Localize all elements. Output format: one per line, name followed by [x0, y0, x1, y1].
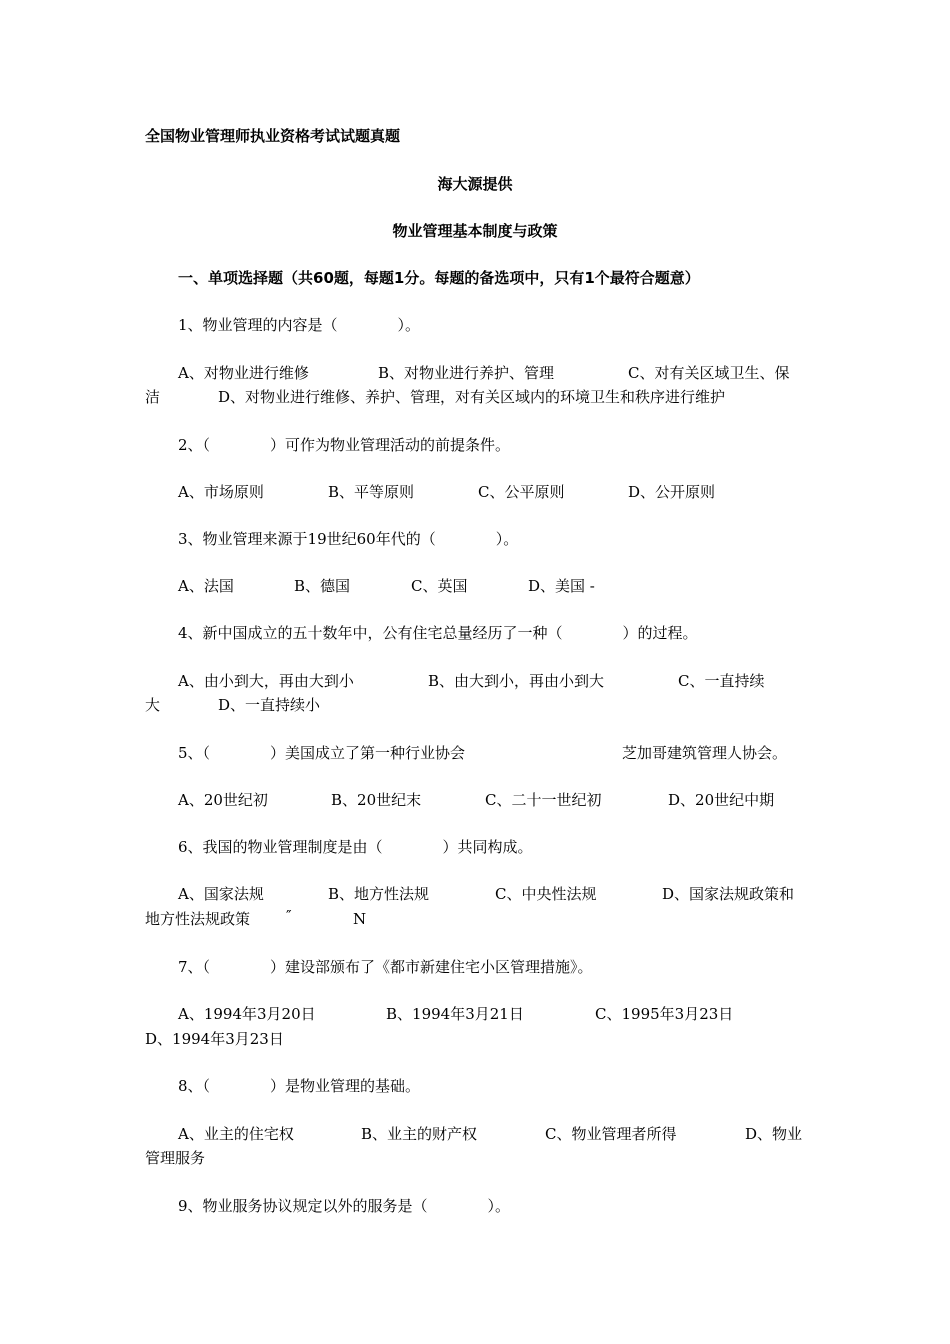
option-c: C、对有关区域卫生、保 — [628, 364, 790, 382]
question-stem: 5、（ ）美国成立了第一种行业协会 — [178, 744, 466, 762]
option-d: D、1994年3月23日 — [145, 1030, 284, 1048]
option-b: B、对物业进行养护、管理 — [378, 364, 555, 382]
option-c: C、1995年3月23日 — [595, 1005, 734, 1023]
option-d-continued: 管理服务 — [145, 1149, 206, 1167]
option-c-continued: 大 — [145, 696, 161, 714]
option-b: B、由大到小，再由小到大 — [428, 672, 605, 690]
question-stem: 2、（ ）可作为物业管理活动的前提条件。 — [178, 436, 511, 454]
option-d: D、对物业进行维修、养护、管理，对有关区域内的环境卫生和秩序进行维护 — [218, 388, 726, 406]
document-provider: 海大源提供 — [437, 175, 513, 193]
question-stem-tail: 芝加哥建筑管理人协会。 — [622, 744, 788, 762]
option-d: D、美国 - — [528, 577, 595, 595]
question-stem: 4、新中国成立的五十数年中，公有住宅总量经历了一种（ ）的过程。 — [178, 624, 698, 642]
option-a: A、对物业进行维修 — [178, 364, 309, 382]
option-c: C、一直持续 — [678, 672, 765, 690]
option-b: B、德国 — [294, 577, 351, 595]
option-a: A、由小到大，再由大到小 — [178, 672, 354, 690]
option-d: D、一直持续小 — [218, 696, 321, 714]
option-a: A、国家法规 — [178, 885, 264, 903]
option-c: C、英国 — [411, 577, 468, 595]
option-a: A、业主的住宅权 — [178, 1125, 294, 1143]
option-b: B、业主的财产权 — [361, 1125, 478, 1143]
option-b: B、20世纪末 — [331, 791, 422, 809]
option-c: C、二十一世纪初 — [485, 791, 602, 809]
option-a: A、市场原则 — [178, 483, 264, 501]
option-d: D、物业 — [745, 1125, 803, 1143]
option-d: D、公开原则 — [628, 483, 716, 501]
option-c-continued: 洁 — [145, 388, 161, 406]
option-a: A、20世纪初 — [178, 791, 268, 809]
document-title: 全国物业管理师执业资格考试试题真题 — [145, 127, 401, 145]
question-stem: 3、物业管理来源于19世纪60年代的（ ）。 — [178, 530, 519, 548]
option-d: D、国家法规政策和 — [662, 885, 795, 903]
stray-mark: ″ — [286, 907, 292, 925]
section-heading: 一、单项选择题（共60题，每题1分。每题的备选项中，只有1个最符合题意） — [178, 269, 700, 287]
question-stem: 6、我国的物业管理制度是由（ ）共同构成。 — [178, 838, 533, 856]
option-b: B、平等原则 — [328, 483, 415, 501]
option-b: B、地方性法规 — [328, 885, 430, 903]
question-stem: 1、物业管理的内容是（ ）。 — [178, 316, 421, 334]
option-c: C、物业管理者所得 — [545, 1125, 677, 1143]
document-subject: 物业管理基本制度与政策 — [392, 222, 558, 240]
option-b: B、1994年3月21日 — [386, 1005, 524, 1023]
stray-mark: N — [353, 910, 367, 928]
option-c: C、公平原则 — [478, 483, 565, 501]
question-stem: 7、（ ）建设部颁布了《都市新建住宅小区管理措施》。 — [178, 958, 593, 976]
option-c: C、中央性法规 — [495, 885, 597, 903]
option-a: A、法国 — [178, 577, 234, 595]
option-d-continued: 地方性法规政策 — [145, 910, 251, 928]
question-stem: 8、（ ）是物业管理的基础。 — [178, 1077, 421, 1095]
option-d: D、20世纪中期 — [668, 791, 775, 809]
option-a: A、1994年3月20日 — [178, 1005, 316, 1023]
question-stem: 9、物业服务协议规定以外的服务是（ ）。 — [178, 1197, 511, 1215]
